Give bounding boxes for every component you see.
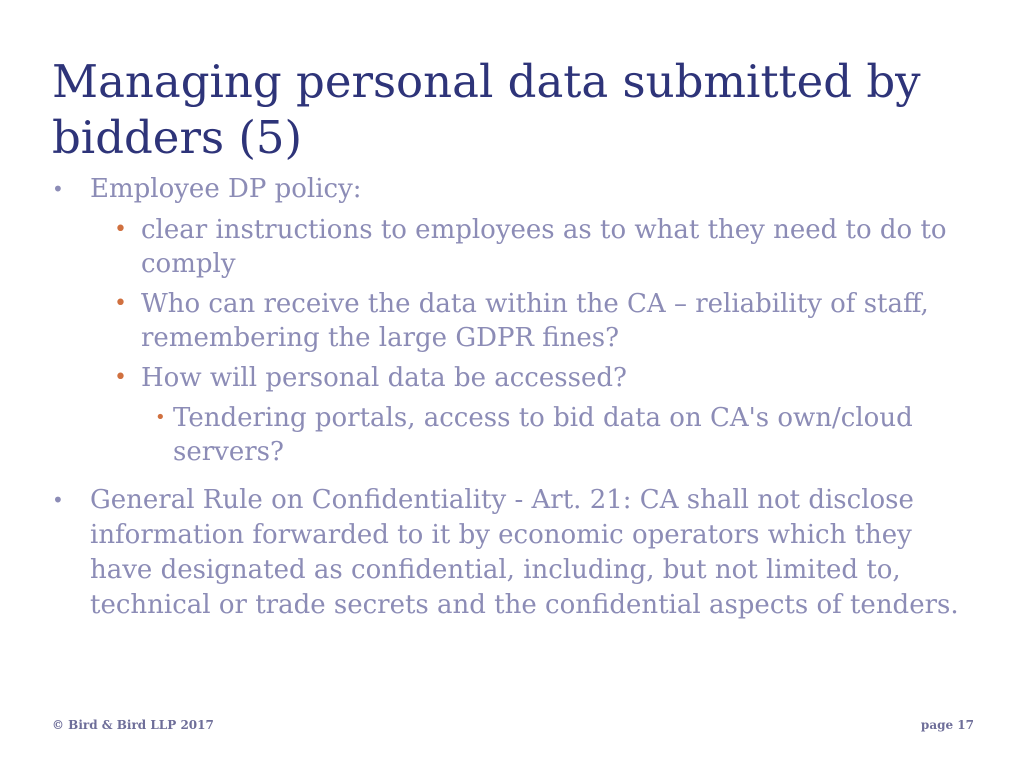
slide-title: Managing personal data submitted by bidders (5) bbox=[52, 55, 921, 164]
bullet-text: Employee DP policy: bbox=[90, 174, 362, 204]
bullet-dot-icon: • bbox=[52, 488, 64, 512]
sub-bullet-clear-instructions bbox=[114, 213, 982, 281]
bullet-general-rule-confidentiality bbox=[52, 483, 982, 623]
sub-bullet-text: Who can receive the data within the CA – reliability of staff, remembering the large GDPR fines? bbox=[141, 289, 929, 353]
footer-copyright: © Bird & Bird LLP 2017 bbox=[52, 718, 214, 732]
bullet-text: General Rule on Confidentiality - Art. 21: CA shall not disclose information forwarded to it by economic operators which they have designated as confidential, including, but not limited to, technical or trade secrets and the confidential aspects of tenders. bbox=[90, 485, 959, 620]
bullet-dot-icon: • bbox=[52, 177, 64, 201]
sub-bullet-text: clear instructions to employees as to what they need to do to comply bbox=[141, 215, 947, 279]
sub-bullet-who-can-receive bbox=[114, 287, 982, 355]
sub-bullet-dot-icon: • bbox=[114, 291, 127, 316]
sub-bullet-dot-icon: • bbox=[114, 217, 127, 242]
sub-bullet-how-accessed bbox=[114, 361, 982, 395]
sub-bullet-dot-icon: • bbox=[114, 365, 127, 390]
sub-sub-bullet-dot-icon: • bbox=[155, 407, 166, 428]
slide-content bbox=[52, 172, 982, 623]
sub-bullet-text: How will personal data be accessed? bbox=[141, 363, 627, 393]
sub-sub-bullet-text: Tendering portals, access to bid data on CA's own/cloud servers? bbox=[173, 403, 913, 467]
footer-page-number: page 17 bbox=[920, 718, 974, 732]
sub-sub-bullet-tendering-portals bbox=[155, 401, 982, 469]
bullet-employee-dp-policy bbox=[52, 172, 982, 207]
